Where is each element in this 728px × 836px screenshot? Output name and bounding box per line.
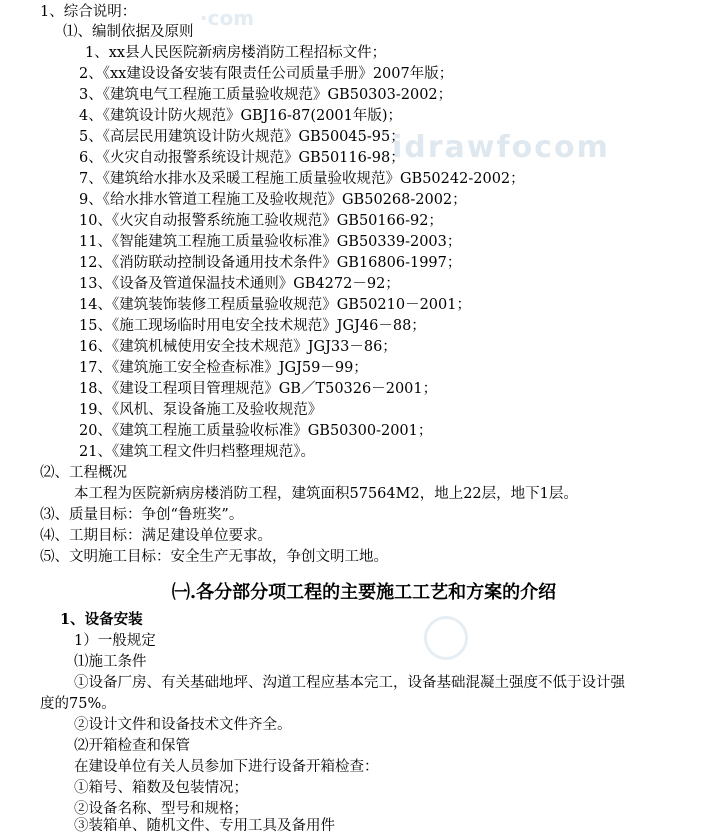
subsection-basis: ⑴、编制依据及原则 <box>63 24 194 40</box>
check-item: ②设备名称、型号和规格； <box>74 801 248 817</box>
list-item: 7、《建筑给水排水及采暖工程施工质量验收规范》GB50242-2002； <box>79 171 525 187</box>
section-heading: 1、综合说明： <box>40 4 137 20</box>
list-item: 5、《高层民用建筑设计防火规范》GB50045-95； <box>79 129 405 145</box>
list-item: 3、《建筑电气工程施工质量验收规范》GB50303-2002； <box>79 87 453 103</box>
quality-target: ⑶、质量目标：争创“鲁班奖”。 <box>40 507 244 523</box>
list-item: 16、《建筑机械使用安全技术规范》JGJ33－86； <box>79 339 397 355</box>
condition-2: ②设计文件和设备技术文件齐全。 <box>74 717 292 733</box>
general-rules: 1）一般规定 <box>74 633 156 649</box>
list-item: 13、《设备及管道保温技术通则》GB4272－92； <box>79 276 400 292</box>
civilized-construction-target: ⑸、文明施工目标：安全生产无事故，争创文明工地。 <box>40 549 388 565</box>
list-item: 10、《火灾自动报警系统施工验收规范》GB50166-92； <box>79 213 443 229</box>
list-item: 1、xx县人民医院新病房楼消防工程招标文件； <box>85 45 387 61</box>
list-item: 14、《建筑装饰装修工程质量验收规范》GB50210－2001； <box>79 297 471 313</box>
list-item: 6、《火灾自动报警系统设计规范》GB50116-98； <box>79 150 405 166</box>
schedule-target: ⑷、工期目标：满足建设单位要求。 <box>40 528 272 544</box>
subsection-overview: ⑵、工程概况 <box>40 465 127 481</box>
list-item: 2、《xx建设设备安装有限责任公司质量手册》2007年版； <box>79 66 454 82</box>
condition-1: ①设备厂房、有关基础地坪、沟道工程应基本完工，设备基础混凝土强度不低于设计强 <box>74 675 625 691</box>
check-item: ①箱号、箱数及包装情况； <box>74 780 248 796</box>
list-item: 21、《建筑工程文件归档整理规范》。 <box>79 444 315 460</box>
check-item: ③装箱单、随机文件、专用工具及备用件 <box>74 818 335 834</box>
list-item: 17、《建筑施工安全检查标准》JGJ59－99； <box>79 360 368 376</box>
section-title: ㈠.各分部分项工程的主要施工工艺和方案的介绍 <box>171 582 557 603</box>
list-item: 12、《消防联动控制设备通用技术条件》GB16806-1997； <box>79 255 462 271</box>
construction-conditions: ⑴施工条件 <box>74 654 147 670</box>
overview-text: 本工程为医院新病房楼消防工程，建筑面积57564M2，地上22层，地下1层。 <box>74 486 578 502</box>
snowflake-watermark-icon <box>424 616 468 660</box>
list-item: 18、《建设工程项目管理规范》GB／T50326－2001； <box>79 381 438 397</box>
list-item: 15、《施工现场临时用电安全技术规范》JGJ46－88； <box>79 318 426 334</box>
watermark-top: ·com <box>200 6 255 30</box>
watermark-middle: idrawfocom <box>392 130 610 165</box>
list-item: 20、《建筑工程施工质量验收标准》GB50300-2001； <box>79 423 433 439</box>
list-item: 19、《风机、泵设备施工及验收规范》 <box>79 402 323 418</box>
unpacking-inspection: ⑵开箱检查和保管 <box>74 738 190 754</box>
list-item: 11、《智能建筑工程施工质量验收标准》GB50339-2003； <box>79 234 462 250</box>
unpacking-intro: 在建设单位有关人员参加下进行设备开箱检查： <box>74 759 379 775</box>
condition-1-continued: 度的75%。 <box>40 696 116 712</box>
list-item: 4、《建筑设计防火规范》GBJ16-87(2001年版)； <box>79 108 403 124</box>
equipment-install-heading: 1、设备安装 <box>60 611 143 628</box>
list-item: 9、《给水排水管道工程施工及验收规范》GB50268-2002； <box>79 192 467 208</box>
